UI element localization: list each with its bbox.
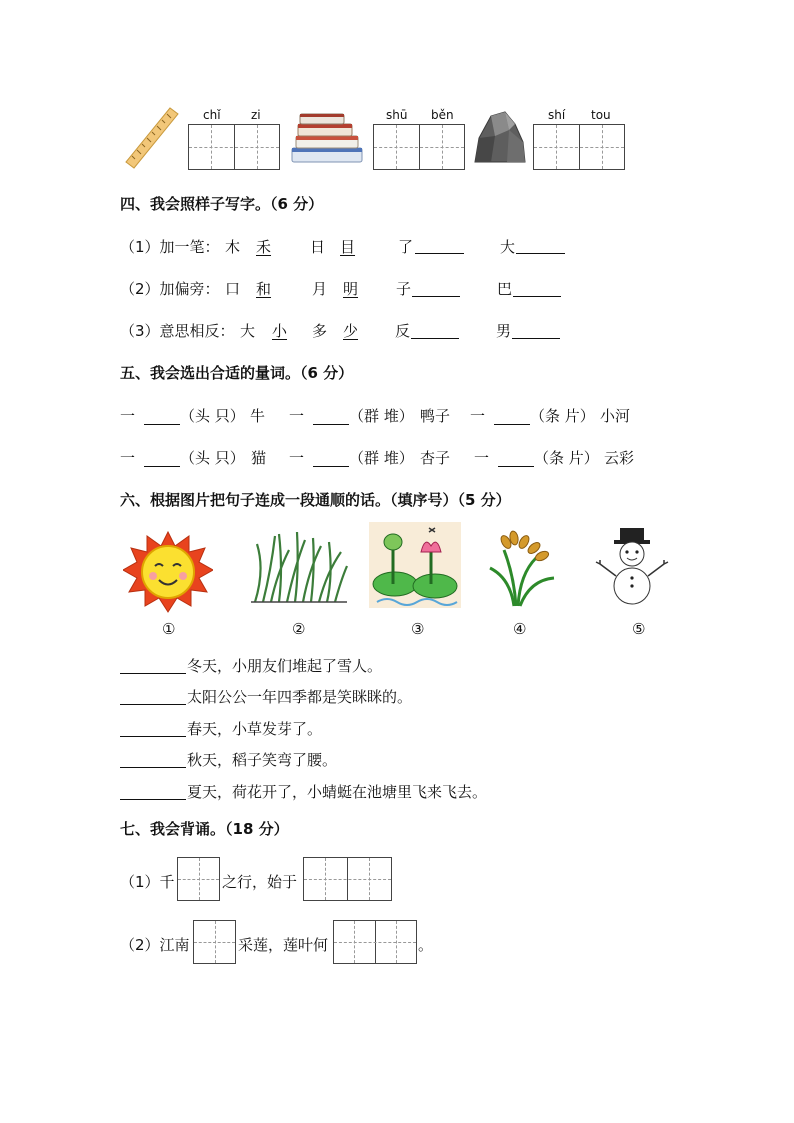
example-char: 多 bbox=[312, 322, 328, 340]
example-answer: 禾 bbox=[256, 238, 272, 256]
sun-icon bbox=[123, 530, 213, 614]
order-blank[interactable] bbox=[120, 799, 186, 800]
row-label: （1）加一笔： bbox=[120, 238, 220, 256]
example-answer: 明 bbox=[343, 280, 359, 298]
sentence-item: 冬天，小朋友们堆起了雪人。 bbox=[187, 657, 383, 675]
ruler-icon bbox=[122, 104, 180, 170]
order-blank[interactable] bbox=[120, 673, 186, 674]
measure-noun: 小河 bbox=[600, 407, 631, 425]
recite-grid-2[interactable] bbox=[303, 857, 392, 901]
measure-choice: （条 片） bbox=[530, 407, 595, 425]
measure-prefix: 一 bbox=[474, 449, 490, 467]
pinyin-chi: chǐ bbox=[203, 108, 221, 122]
answer-blank[interactable] bbox=[512, 338, 560, 339]
writing-grid-book[interactable] bbox=[373, 124, 465, 170]
question-char: 反 bbox=[395, 322, 411, 340]
answer-blank[interactable] bbox=[516, 253, 565, 254]
recite-grid-1[interactable] bbox=[177, 857, 220, 901]
answer-blank[interactable] bbox=[494, 424, 530, 425]
answer-blank[interactable] bbox=[313, 466, 349, 467]
stone-icon bbox=[469, 108, 529, 168]
picture-number-2: ② bbox=[292, 620, 306, 638]
example-char: 日 bbox=[310, 238, 326, 256]
answer-blank[interactable] bbox=[415, 253, 464, 254]
pinyin-ben: běn bbox=[431, 108, 454, 122]
measure-choice: （群 堆） bbox=[349, 407, 414, 425]
picture-number-5: ⑤ bbox=[632, 620, 646, 638]
measure-prefix: 一 bbox=[120, 449, 136, 467]
recite-line-1-middle: 之行，始于 bbox=[222, 873, 298, 891]
measure-prefix: 一 bbox=[289, 407, 305, 425]
measure-prefix: 一 bbox=[289, 449, 305, 467]
example-char: 大 bbox=[240, 322, 256, 340]
pinyin-zi: zi bbox=[251, 108, 261, 122]
example-char: 木 bbox=[225, 238, 241, 256]
recite-line-1-label: （1）千 bbox=[120, 873, 175, 891]
measure-noun: 杏子 bbox=[420, 449, 451, 467]
measure-noun: 牛 bbox=[250, 407, 266, 425]
example-char: 口 bbox=[225, 280, 241, 298]
section-7-heading: 七、我会背诵。（18 分） bbox=[120, 820, 289, 838]
measure-noun: 云彩 bbox=[604, 449, 635, 467]
answer-blank[interactable] bbox=[513, 296, 561, 297]
question-char: 男 bbox=[496, 322, 512, 340]
answer-blank[interactable] bbox=[498, 466, 534, 467]
picture-number-3: ③ bbox=[411, 620, 425, 638]
example-answer: 和 bbox=[256, 280, 272, 298]
recite-grid-4[interactable] bbox=[333, 920, 417, 964]
measure-choice: （头 只） bbox=[180, 449, 245, 467]
order-blank[interactable] bbox=[120, 767, 186, 768]
sentence-item: 春天，小草发芽了。 bbox=[187, 720, 323, 738]
section-4-heading: 四、我会照样子写字。（6 分） bbox=[120, 195, 324, 213]
recite-line-2-label: （2）江南 bbox=[120, 936, 190, 954]
section-5-heading: 五、我会选出合适的量词。（6 分） bbox=[120, 364, 354, 382]
books-icon bbox=[288, 110, 366, 166]
question-char: 了 bbox=[398, 238, 414, 256]
snowman-icon bbox=[594, 526, 670, 606]
row-label: （3）意思相反： bbox=[120, 322, 235, 340]
lotus-icon bbox=[369, 522, 461, 608]
question-char: 大 bbox=[500, 238, 516, 256]
sentence-item: 太阳公公一年四季都是笑眯眯的。 bbox=[187, 688, 413, 706]
measure-prefix: 一 bbox=[470, 407, 486, 425]
answer-blank[interactable] bbox=[313, 424, 349, 425]
row-label: （2）加偏旁： bbox=[120, 280, 220, 298]
recite-line-2-middle: 采莲，莲叶何 bbox=[238, 936, 329, 954]
rice-icon bbox=[484, 528, 560, 608]
example-char: 月 bbox=[312, 280, 328, 298]
picture-number-1: ① bbox=[162, 620, 176, 638]
writing-grid-ruler[interactable] bbox=[188, 124, 280, 170]
answer-blank[interactable] bbox=[144, 424, 180, 425]
order-blank[interactable] bbox=[120, 736, 186, 737]
measure-prefix: 一 bbox=[120, 407, 136, 425]
measure-noun: 猫 bbox=[251, 449, 267, 467]
pinyin-tou: tou bbox=[591, 108, 611, 122]
answer-blank[interactable] bbox=[144, 466, 180, 467]
question-char: 巴 bbox=[497, 280, 513, 298]
writing-grid-stone[interactable] bbox=[533, 124, 625, 170]
pinyin-shu: shū bbox=[386, 108, 408, 122]
recite-grid-3[interactable] bbox=[193, 920, 236, 964]
question-char: 子 bbox=[396, 280, 412, 298]
pinyin-shi: shí bbox=[548, 108, 566, 122]
picture-number-4: ④ bbox=[513, 620, 527, 638]
measure-choice: （群 堆） bbox=[349, 449, 414, 467]
measure-choice: （头 只） bbox=[180, 407, 245, 425]
sentence-item: 秋天，稻子笑弯了腰。 bbox=[187, 751, 338, 769]
order-blank[interactable] bbox=[120, 704, 186, 705]
example-answer: 小 bbox=[272, 322, 288, 340]
example-answer: 目 bbox=[340, 238, 356, 256]
measure-noun: 鸭子 bbox=[420, 407, 451, 425]
example-answer: 少 bbox=[343, 322, 359, 340]
answer-blank[interactable] bbox=[412, 296, 460, 297]
grass-icon bbox=[249, 530, 349, 604]
measure-choice: （条 片） bbox=[534, 449, 599, 467]
answer-blank[interactable] bbox=[411, 338, 459, 339]
sentence-item: 夏天，荷花开了，小蜻蜓在池塘里飞来飞去。 bbox=[187, 783, 488, 801]
section-6-heading: 六、根据图片把句子连成一段通顺的话。（填序号）（5 分） bbox=[120, 491, 511, 509]
recite-line-2-end: 。 bbox=[418, 936, 434, 954]
